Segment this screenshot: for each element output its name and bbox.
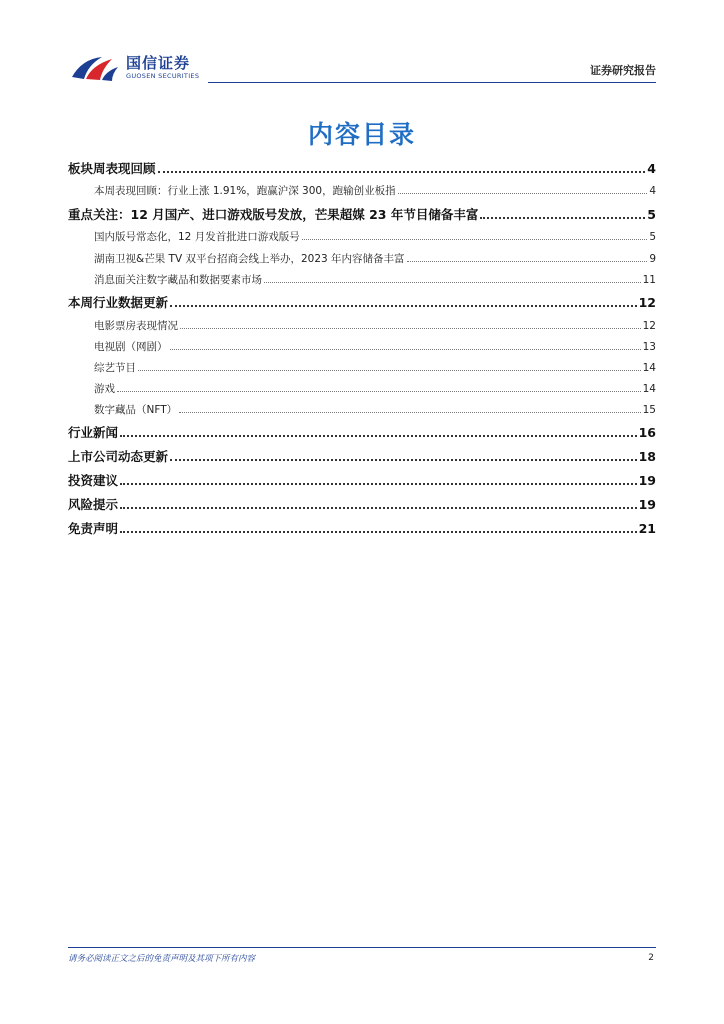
toc-entry-page: 19 [638, 473, 656, 488]
toc-leader-dots [407, 261, 648, 262]
toc-entry-page: 14 [642, 362, 656, 374]
toc-entry-label: 免责声明 [68, 521, 119, 536]
page-header [68, 50, 656, 86]
guosen-logo-icon [68, 53, 120, 83]
toc-leader-dots [179, 412, 641, 413]
toc-leader-dots [120, 435, 637, 437]
toc-entry-page: 5 [647, 207, 656, 222]
toc-leader-dots [398, 193, 648, 194]
toc-leader-dots [158, 171, 646, 173]
header-divider [208, 82, 656, 83]
toc-entry[interactable] [68, 423, 656, 441]
toc-entry-label: 电视剧（网剧） [94, 341, 168, 353]
toc-leader-dots [264, 282, 641, 283]
toc-entry-page: 19 [638, 497, 656, 512]
toc-entry-label: 游戏 [94, 383, 115, 395]
toc-entry-label: 本周行业数据更新 [68, 295, 169, 310]
toc-entry-label: 消息面关注数字藏品和数据要素市场 [94, 274, 262, 286]
toc-entry-label: 本周表现回顾：行业上涨 1.91%，跑赢沪深 300，跑输创业板指 [94, 185, 396, 197]
toc-entry-label: 重点关注：12 月国产、进口游戏版号发放，芒果超媒 23 年节目储备丰富 [68, 207, 479, 222]
footer-divider [68, 947, 656, 948]
toc-entry-page: 15 [642, 404, 656, 416]
toc-entry[interactable] [68, 159, 656, 177]
toc-entry-page: 13 [642, 341, 656, 353]
toc-entry[interactable] [68, 495, 656, 513]
toc-entry[interactable] [94, 339, 656, 354]
toc-entry[interactable] [94, 229, 656, 244]
toc-entry-page: 14 [642, 383, 656, 395]
toc-entry[interactable] [94, 318, 656, 333]
toc-leader-dots [120, 531, 637, 533]
toc-title: 内容目录 [307, 120, 416, 149]
toc-entry-label: 板块周表现回顾 [68, 161, 156, 176]
toc-leader-dots [170, 459, 637, 461]
toc-entry-label: 风险提示 [68, 497, 119, 512]
toc-entry-page: 21 [638, 521, 656, 536]
toc-entry-page: 12 [638, 295, 656, 310]
toc-entry-page: 18 [638, 449, 656, 464]
toc-entry-label: 投资建议 [68, 473, 119, 488]
toc-entry-page: 12 [642, 320, 656, 332]
toc-leader-dots [117, 391, 641, 392]
toc-entry[interactable] [68, 447, 656, 465]
toc-entry-label: 湖南卫视&芒果 TV 双平台招商会线上举办，2023 年内容储备丰富 [94, 253, 405, 265]
toc-entry-page: 9 [649, 253, 656, 265]
toc-entry[interactable] [68, 519, 656, 537]
toc-entry-label: 国内版号常态化，12 月发首批进口游戏版号 [94, 231, 300, 243]
toc-entry[interactable] [94, 272, 656, 287]
guosen-logo [68, 50, 228, 86]
toc-entry-page: 4 [649, 185, 656, 197]
toc-entry-page: 5 [649, 231, 656, 243]
toc-entry-label: 电影票房表现情况 [94, 320, 178, 332]
toc-leader-dots [170, 349, 641, 350]
toc-entry[interactable] [94, 402, 656, 417]
toc-leader-dots [120, 483, 637, 485]
page-number: 2 [648, 953, 654, 963]
toc-leader-dots [180, 328, 641, 329]
toc-entry-page: 4 [647, 161, 656, 176]
toc-entry-label: 综艺节目 [94, 362, 136, 374]
toc-entry[interactable] [68, 293, 656, 311]
toc-entry[interactable] [94, 251, 656, 266]
toc-leader-dots [170, 305, 637, 307]
toc-entry[interactable] [68, 205, 656, 223]
toc-entry[interactable] [94, 360, 656, 375]
toc-entry-page: 16 [638, 425, 656, 440]
report-type-label: 证券研究报告 [590, 64, 656, 77]
toc-entry-label: 行业新闻 [68, 425, 119, 440]
logo-chinese-name: 国信证券 [126, 54, 191, 72]
toc-entry-page: 11 [642, 274, 656, 286]
toc-leader-dots [480, 217, 645, 219]
toc-entry-label: 数字藏品（NFT） [94, 404, 178, 416]
logo-english-name: GUOSEN SECURITIES [126, 72, 200, 80]
toc-entry-label: 上市公司动态更新 [68, 449, 169, 464]
toc-leader-dots [138, 370, 641, 371]
toc-entry[interactable] [94, 381, 656, 396]
toc-entry[interactable] [94, 183, 656, 198]
toc-leader-dots [302, 239, 648, 240]
disclaimer-note: 请务必阅读正文之后的免责声明及其项下所有内容 [68, 954, 256, 964]
toc-leader-dots [120, 507, 637, 509]
toc-entry[interactable] [68, 471, 656, 489]
